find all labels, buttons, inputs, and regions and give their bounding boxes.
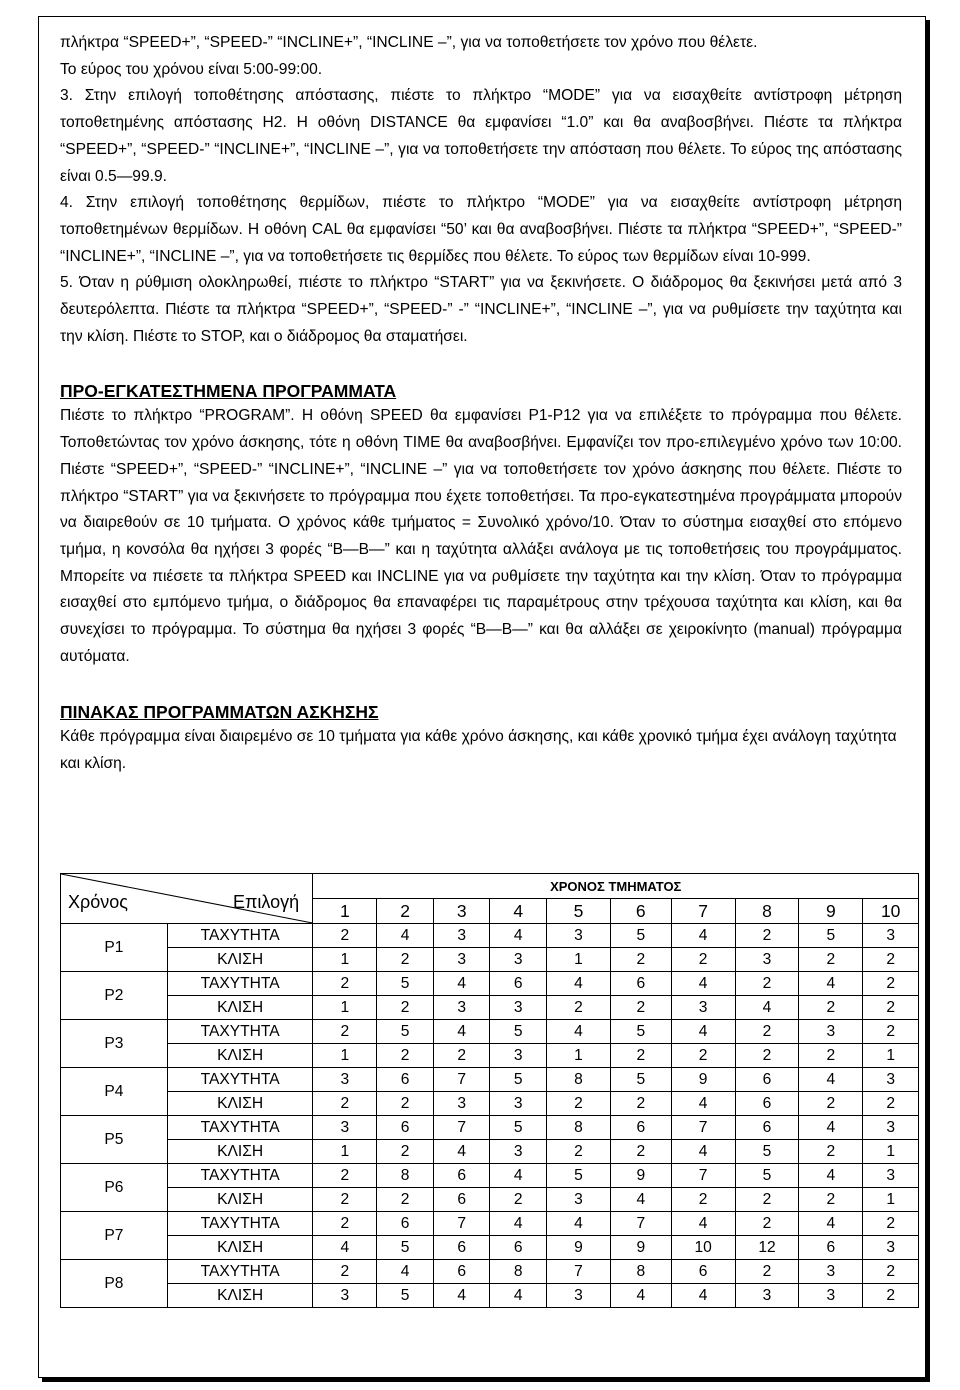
segment-number-header: 3: [433, 899, 490, 924]
speed-value-cell: 3: [799, 1260, 863, 1284]
speed-label-cell: ΤΑΧΥΤΗΤΑ: [167, 1212, 313, 1236]
incline-value-cell: 10: [671, 1236, 735, 1260]
incline-value-cell: 6: [433, 1236, 490, 1260]
speed-value-cell: 6: [735, 1116, 799, 1140]
incline-value-cell: 3: [547, 1188, 611, 1212]
table-row: [61, 1236, 919, 1260]
speed-label-cell: ΤΑΧΥΤΗΤΑ: [167, 1260, 313, 1284]
speed-value-cell: 8: [377, 1164, 434, 1188]
paragraph-preset-programs: Πιέστε το πλήκτρο “PROGRAM”. Η οθόνη SPEED θα εμφανίσει P1-P12 για να επιλέξετε το πρόγραμμα που θέλετε. Τοποθετώντας τον χρόνο άσκησης, τότε η οθόνη TIME θα αναβοσβήνει. Εμφανίζει τον προ-επιλεγμένο χρόνο των 10:00. Πιέστε “SPEED+”, “SPEED-” “INCLINE+”, “INCLINE –” για να τοποθετήσετε τον χρόνο άσκησης που θέλετε. Πιέστε το πλήκτρο “START” για να ξεκινήσετε το πρόγραμμα που έχετε τοποθετήσει. Τα προ-εγκατεστημένα προγράμματα μπορούν να διαιρεθούν σε 10 τμήματα. Ο χρόνος κάθε τμήματος = Συνολικό χρόνο/10. Όταν το σύστημα εισαχθεί στο επόμενο τμήμα, η κονσόλα θα ηχήσει 3 φορές “B—B—” και η ταχύτητα αλλάξει ανάλογα με τις τοποθετήσεις του προγράμματος. Μπορείτε να πιέσετε τα πλήκτρα SPEED και INCLINE για να ρυθμίσετε την ταχύτητα και την κλίση. Όταν το πρόγραμμα εισαχθεί στο εμπόμενο τμήμα, ο διάδρομος θα επαναφέρει τις παραμέτρους στην τρέχουσα ταχύτητα και κλίση, και θα συνεχίσει το πρόγραμμα. Το σύστημα θα ηχήσει 3 φορές “B—B—” και θα αλλάξει σε χειροκίνητο (manual) πρόγραμμα αυτόματα.: [60, 407, 902, 665]
table-row: [61, 1140, 919, 1164]
speed-value-cell: 4: [377, 924, 434, 948]
program-name-cell: P4: [61, 1068, 168, 1116]
incline-value-cell: 4: [610, 1284, 671, 1308]
speed-value-cell: 5: [377, 972, 434, 996]
speed-value-cell: 2: [863, 1020, 919, 1044]
incline-label-cell: ΚΛΙΣΗ: [167, 1044, 313, 1068]
speed-value-cell: 6: [610, 1116, 671, 1140]
incline-value-cell: 2: [799, 996, 863, 1020]
speed-value-cell: 5: [490, 1068, 547, 1092]
incline-value-cell: 2: [863, 1092, 919, 1116]
incline-value-cell: 4: [671, 1284, 735, 1308]
incline-value-cell: 4: [433, 1284, 490, 1308]
incline-value-cell: 6: [490, 1236, 547, 1260]
paragraph-step-4: 4. Στην επιλογή τοποθέτησης θερμίδων, πιέστε το πλήκτρο “MODE” για να εισαχθείτε αντίστροφη μέτρηση τοποθετημένων θερμίδων. Η οθόνη CAL θα εμφανίσει “50’ και θα αναβοσβήνει. Πιέστε τα πλήκτρα “SPEED+”, “SPEED-” “INCLINE+”, “INCLINE –”, για να τοποθετήσετε τις θερμίδες που θέλετε. Το εύρος των θερμίδων είναι 10-999.: [60, 194, 902, 265]
speed-value-cell: 3: [863, 1116, 919, 1140]
incline-value-cell: 3: [735, 1284, 799, 1308]
speed-value-cell: 7: [671, 1164, 735, 1188]
incline-value-cell: 2: [799, 1092, 863, 1116]
incline-label-cell: ΚΛΙΣΗ: [167, 1140, 313, 1164]
speed-value-cell: 6: [671, 1260, 735, 1284]
incline-value-cell: 5: [377, 1284, 434, 1308]
speed-value-cell: 6: [610, 972, 671, 996]
speed-value-cell: 7: [433, 1116, 490, 1140]
speed-value-cell: 7: [547, 1260, 611, 1284]
incline-value-cell: 4: [671, 1092, 735, 1116]
speed-value-cell: 4: [490, 1164, 547, 1188]
speed-value-cell: 8: [547, 1116, 611, 1140]
incline-value-cell: 4: [313, 1236, 377, 1260]
incline-value-cell: 3: [799, 1284, 863, 1308]
table-row: [61, 1212, 919, 1236]
program-name-cell: P3: [61, 1020, 168, 1068]
incline-label-cell: ΚΛΙΣΗ: [167, 996, 313, 1020]
segment-number-header: 2: [377, 899, 434, 924]
speed-value-cell: 8: [547, 1068, 611, 1092]
incline-value-cell: 3: [433, 948, 490, 972]
speed-value-cell: 3: [863, 1164, 919, 1188]
incline-value-cell: 12: [735, 1236, 799, 1260]
incline-value-cell: 2: [377, 1092, 434, 1116]
program-table: [60, 873, 919, 1308]
speed-value-cell: 2: [735, 924, 799, 948]
incline-value-cell: 2: [547, 1140, 611, 1164]
paragraph-program-table: Κάθε πρόγραμμα είναι διαιρεμένο σε 10 τμήματα για κάθε χρόνο άσκησης, και κάθε χρονικό τμήμα έχει ανάλογη ταχύτητα και κλίση.: [60, 728, 897, 773]
speed-value-cell: 4: [799, 972, 863, 996]
incline-value-cell: 2: [671, 1044, 735, 1068]
speed-value-cell: 6: [377, 1068, 434, 1092]
speed-value-cell: 2: [313, 1260, 377, 1284]
speed-value-cell: 4: [377, 1260, 434, 1284]
speed-value-cell: 4: [490, 924, 547, 948]
incline-value-cell: 2: [377, 1140, 434, 1164]
speed-value-cell: 5: [610, 924, 671, 948]
speed-value-cell: 2: [863, 1212, 919, 1236]
speed-value-cell: 4: [433, 972, 490, 996]
incline-label-cell: ΚΛΙΣΗ: [167, 1236, 313, 1260]
speed-value-cell: 5: [377, 1020, 434, 1044]
table-row: [61, 1164, 919, 1188]
program-name-cell: P1: [61, 924, 168, 972]
speed-value-cell: 4: [671, 924, 735, 948]
incline-label-cell: ΚΛΙΣΗ: [167, 948, 313, 972]
speed-value-cell: 4: [547, 1212, 611, 1236]
speed-value-cell: 3: [863, 924, 919, 948]
speed-value-cell: 5: [490, 1116, 547, 1140]
paragraph-time-range-line1: πλήκτρα “SPEED+”, “SPEED-” “INCLINE+”, “INCLINE –”, για να τοποθετήσετε τον χρόνο που θέλετε.: [60, 34, 758, 51]
segment-number-header: 10: [863, 899, 919, 924]
incline-value-cell: 2: [610, 1140, 671, 1164]
incline-value-cell: 2: [671, 948, 735, 972]
incline-value-cell: 1: [863, 1140, 919, 1164]
incline-value-cell: 1: [863, 1188, 919, 1212]
segment-number-header: 8: [735, 899, 799, 924]
speed-value-cell: 7: [433, 1212, 490, 1236]
incline-value-cell: 9: [547, 1236, 611, 1260]
incline-value-cell: 1: [863, 1044, 919, 1068]
incline-value-cell: 2: [863, 948, 919, 972]
speed-value-cell: 4: [799, 1212, 863, 1236]
corner-label-time: Χρόνος: [68, 892, 128, 912]
table-row: [61, 972, 919, 996]
speed-value-cell: 4: [671, 972, 735, 996]
incline-value-cell: 2: [377, 1044, 434, 1068]
segment-number-header: 4: [490, 899, 547, 924]
incline-value-cell: 3: [490, 996, 547, 1020]
program-name-cell: P6: [61, 1164, 168, 1212]
paragraph-step-5: 5. Όταν η ρύθμιση ολοκληρωθεί, πιέστε το πλήκτρο “START” για να ξεκινήσετε. Ο διάδρομος θα ξεκινήσει μετά από 3 δευτερόλεπτα. Πιέστε τα πλήκτρα “SPEED+”, “SPEED-” -” “INCLINE+”, “INCLINE –”, για να ρυθμίσετε την ταχύτητα και την κλίση. Πιέστε το STOP, και ο διάδρομος θα σταματήσει.: [60, 274, 902, 345]
incline-value-cell: 3: [490, 1092, 547, 1116]
incline-value-cell: 3: [490, 1044, 547, 1068]
incline-value-cell: 1: [313, 1140, 377, 1164]
speed-value-cell: 6: [490, 972, 547, 996]
incline-value-cell: 2: [313, 1092, 377, 1116]
incline-value-cell: 2: [799, 1140, 863, 1164]
speed-value-cell: 4: [547, 1020, 611, 1044]
speed-value-cell: 8: [610, 1260, 671, 1284]
speed-value-cell: 6: [377, 1212, 434, 1236]
speed-label-cell: ΤΑΧΥΤΗΤΑ: [167, 972, 313, 996]
segment-number-header: 9: [799, 899, 863, 924]
table-row: [61, 1116, 919, 1140]
speed-value-cell: 3: [799, 1020, 863, 1044]
speed-value-cell: 2: [313, 1020, 377, 1044]
incline-value-cell: 2: [547, 1092, 611, 1116]
speed-label-cell: ΤΑΧΥΤΗΤΑ: [167, 1116, 313, 1140]
incline-label-cell: ΚΛΙΣΗ: [167, 1092, 313, 1116]
incline-value-cell: 2: [377, 1188, 434, 1212]
incline-value-cell: 6: [735, 1092, 799, 1116]
incline-value-cell: 3: [735, 948, 799, 972]
table-row: [61, 1284, 919, 1308]
speed-value-cell: 2: [863, 1260, 919, 1284]
speed-value-cell: 4: [799, 1164, 863, 1188]
incline-value-cell: 2: [863, 996, 919, 1020]
speed-label-cell: ΤΑΧΥΤΗΤΑ: [167, 1020, 313, 1044]
incline-value-cell: 2: [735, 1044, 799, 1068]
table-row: [61, 1188, 919, 1212]
incline-value-cell: 2: [377, 996, 434, 1020]
speed-value-cell: 5: [490, 1020, 547, 1044]
segment-number-header: 6: [610, 899, 671, 924]
incline-value-cell: 4: [735, 996, 799, 1020]
speed-value-cell: 5: [547, 1164, 611, 1188]
table-row: [61, 996, 919, 1020]
document-body: [60, 30, 902, 778]
table-row: [61, 1092, 919, 1116]
speed-value-cell: 4: [671, 1020, 735, 1044]
speed-value-cell: 4: [671, 1212, 735, 1236]
incline-value-cell: 2: [735, 1188, 799, 1212]
table-row: [61, 1044, 919, 1068]
incline-value-cell: 2: [610, 996, 671, 1020]
speed-value-cell: 4: [547, 972, 611, 996]
incline-value-cell: 1: [547, 1044, 611, 1068]
speed-value-cell: 8: [490, 1260, 547, 1284]
speed-value-cell: 2: [735, 1260, 799, 1284]
speed-value-cell: 9: [610, 1164, 671, 1188]
speed-value-cell: 7: [671, 1116, 735, 1140]
table-row: [61, 924, 919, 948]
program-name-cell: P7: [61, 1212, 168, 1260]
paragraph-time-range-line2: Το εύρος του χρόνου είναι 5:00-99:00.: [60, 60, 323, 78]
corner-label-option: Επιλογή: [233, 892, 300, 912]
incline-value-cell: 3: [547, 1284, 611, 1308]
incline-value-cell: 4: [490, 1284, 547, 1308]
table-row: [61, 948, 919, 972]
speed-label-cell: ΤΑΧΥΤΗΤΑ: [167, 924, 313, 948]
speed-value-cell: 3: [863, 1068, 919, 1092]
incline-value-cell: 3: [490, 1140, 547, 1164]
incline-value-cell: 3: [671, 996, 735, 1020]
incline-value-cell: 6: [799, 1236, 863, 1260]
speed-value-cell: 2: [735, 1212, 799, 1236]
incline-value-cell: 3: [433, 1092, 490, 1116]
incline-value-cell: 1: [313, 996, 377, 1020]
speed-value-cell: 4: [799, 1116, 863, 1140]
speed-value-cell: 3: [313, 1068, 377, 1092]
incline-value-cell: 2: [490, 1188, 547, 1212]
incline-value-cell: 5: [735, 1140, 799, 1164]
section-heading-preset-programs: ΠΡΟ-ΕΓΚΑΤΕΣΤΗΜΕΝΑ ΠΡΟΓΡΑΜΜΑΤΑ: [60, 381, 397, 402]
speed-value-cell: 7: [433, 1068, 490, 1092]
speed-value-cell: 4: [490, 1212, 547, 1236]
incline-value-cell: 1: [313, 1044, 377, 1068]
speed-value-cell: 2: [735, 972, 799, 996]
program-name-cell: P8: [61, 1260, 168, 1308]
speed-value-cell: 5: [610, 1020, 671, 1044]
table-row: [61, 1068, 919, 1092]
program-name-cell: P5: [61, 1116, 168, 1164]
speed-value-cell: 3: [313, 1116, 377, 1140]
incline-value-cell: 2: [433, 1044, 490, 1068]
segment-number-header: 1: [313, 899, 377, 924]
speed-value-cell: 5: [735, 1164, 799, 1188]
incline-label-cell: ΚΛΙΣΗ: [167, 1284, 313, 1308]
speed-label-cell: ΤΑΧΥΤΗΤΑ: [167, 1164, 313, 1188]
segment-number-header: 7: [671, 899, 735, 924]
incline-value-cell: 3: [863, 1236, 919, 1260]
speed-value-cell: 3: [547, 924, 611, 948]
incline-value-cell: 1: [547, 948, 611, 972]
segment-number-header: 5: [547, 899, 611, 924]
speed-value-cell: 5: [610, 1068, 671, 1092]
speed-value-cell: 4: [799, 1068, 863, 1092]
incline-value-cell: 3: [313, 1284, 377, 1308]
incline-value-cell: 5: [377, 1236, 434, 1260]
incline-value-cell: 2: [377, 948, 434, 972]
segment-time-header: ΧΡΟΝΟΣ ΤΜΗΜΑΤΟΣ: [313, 874, 919, 899]
incline-value-cell: 3: [490, 948, 547, 972]
incline-value-cell: 2: [799, 948, 863, 972]
incline-value-cell: 3: [433, 996, 490, 1020]
speed-value-cell: 3: [433, 924, 490, 948]
speed-value-cell: 7: [610, 1212, 671, 1236]
table-row: [61, 1260, 919, 1284]
speed-value-cell: 6: [433, 1260, 490, 1284]
speed-value-cell: 9: [671, 1068, 735, 1092]
incline-value-cell: 9: [610, 1236, 671, 1260]
section-heading-program-table: ΠΙΝΑΚΑΣ ΠΡΟΓΡΑΜΜΑΤΩΝ ΑΣΚΗΣΗΣ: [60, 702, 379, 723]
incline-value-cell: 1: [313, 948, 377, 972]
incline-value-cell: 2: [863, 1284, 919, 1308]
speed-value-cell: 4: [433, 1020, 490, 1044]
incline-value-cell: 4: [433, 1140, 490, 1164]
incline-value-cell: 2: [799, 1044, 863, 1068]
incline-value-cell: 4: [610, 1188, 671, 1212]
speed-value-cell: 6: [433, 1164, 490, 1188]
table-row: [61, 1020, 919, 1044]
speed-value-cell: 2: [313, 924, 377, 948]
incline-value-cell: 2: [610, 948, 671, 972]
speed-value-cell: 6: [377, 1116, 434, 1140]
paragraph-step-3: 3. Στην επιλογή τοποθέτησης απόστασης, πιέστε το πλήκτρο “MODE” για να εισαχθείτε αντίστροφη μέτρηση τοποθετημένης απόστασης H2. Η οθόνη DISTANCE θα εμφανίσει “1.0” και θα αναβοσβήνει. Πιέστε τα πλήκτρα “SPEED+”, “SPEED-” “INCLINE+”, “INCLINE –”, για να τοποθετήσετε την απόσταση που θέλετε. Το εύρος της απόστασης είναι 0.5—99.9.: [60, 87, 902, 185]
speed-value-cell: 2: [863, 972, 919, 996]
speed-value-cell: 2: [313, 1212, 377, 1236]
table-corner-header: [61, 874, 313, 924]
incline-value-cell: 2: [610, 1044, 671, 1068]
speed-value-cell: 2: [313, 972, 377, 996]
speed-value-cell: 5: [799, 924, 863, 948]
incline-value-cell: 2: [547, 996, 611, 1020]
speed-value-cell: 2: [735, 1020, 799, 1044]
incline-value-cell: 4: [671, 1140, 735, 1164]
incline-value-cell: 2: [610, 1092, 671, 1116]
incline-value-cell: 2: [313, 1188, 377, 1212]
incline-label-cell: ΚΛΙΣΗ: [167, 1188, 313, 1212]
speed-value-cell: 2: [313, 1164, 377, 1188]
incline-value-cell: 6: [433, 1188, 490, 1212]
program-name-cell: P2: [61, 972, 168, 1020]
incline-value-cell: 2: [671, 1188, 735, 1212]
speed-value-cell: 6: [735, 1068, 799, 1092]
speed-label-cell: ΤΑΧΥΤΗΤΑ: [167, 1068, 313, 1092]
incline-value-cell: 2: [799, 1188, 863, 1212]
